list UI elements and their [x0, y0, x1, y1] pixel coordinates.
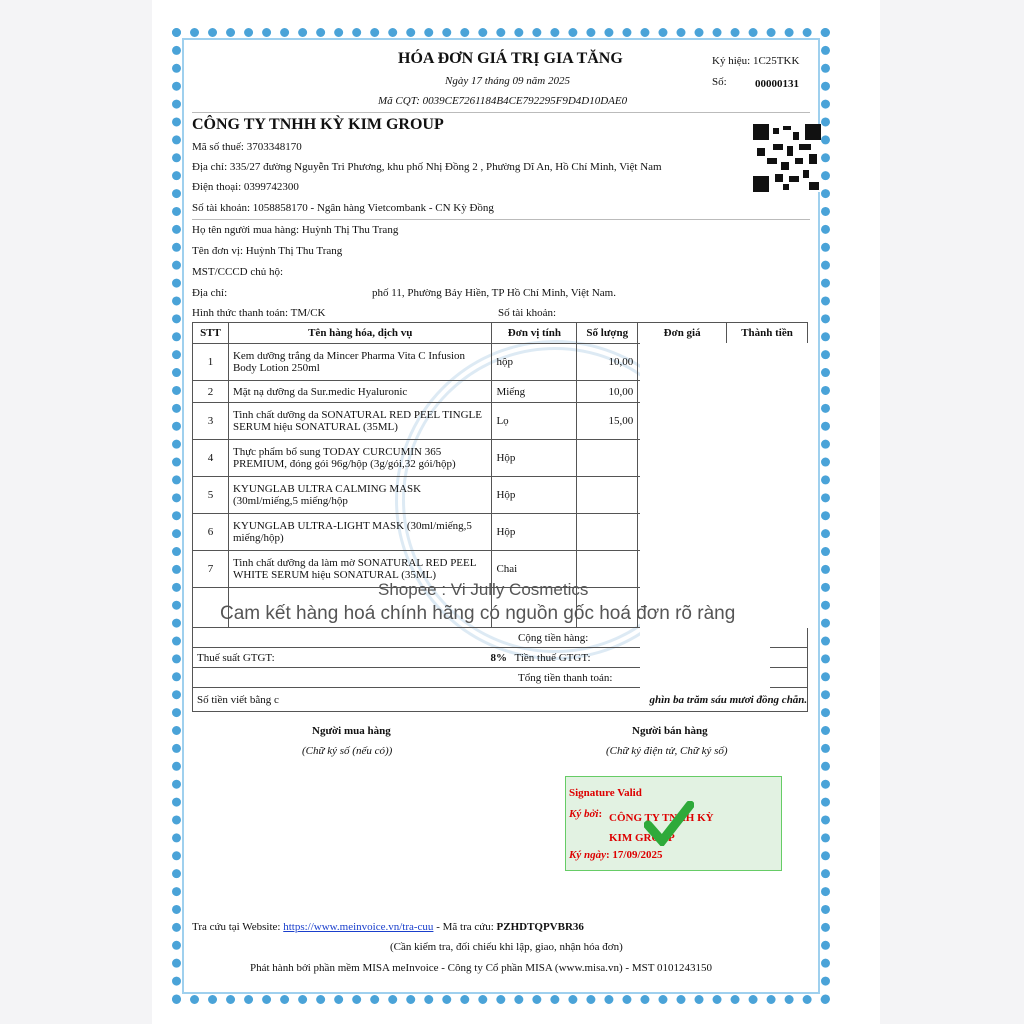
amount-words-label: Số tiền viết bằng c: [197, 693, 279, 706]
invoice-date: Ngày 17 tháng 09 năm 2025: [445, 75, 570, 87]
vat-rate: 8%: [490, 651, 507, 664]
col-unit: Đơn vị tính: [492, 323, 577, 344]
amount-words: ghìn ba trăm sáu mươi đồng chẵn.: [649, 693, 808, 706]
vat-amount-label: Tiền thuế GTGT:: [514, 651, 591, 664]
row-stt: 7: [193, 551, 229, 588]
row-name: Tinh chất dưỡng da SONATURAL RED PEEL TINGLE SERUM hiệu SONATURAL (35ML): [228, 403, 491, 440]
signed-by-label: Ký bởi: [569, 808, 599, 820]
col-amount: Thành tiền: [727, 323, 808, 344]
row-name: Tinh chất dưỡng da làm mờ SONATURAL RED PEEL WHITE SERUM hiệu SONATURAL (35ML): [228, 551, 491, 588]
seller-tax: Mã số thuế: 3703348170: [192, 141, 302, 153]
row-unit: hộp: [492, 344, 577, 381]
signed-date: 17/09/2025: [612, 849, 663, 861]
col-qty: Số lượng: [577, 323, 638, 344]
row-qty: [577, 477, 638, 514]
seller-address: Địa chỉ: 335/27 đường Nguyễn Tri Phương, khu phố Nhị Đồng 2 , Phường Dĩ An, Hồ Chí Minh, Việt Nam: [192, 161, 662, 173]
buyer-sign-note: (Chữ ký số (nếu có)): [302, 745, 393, 757]
buyer-address-label: Địa chỉ:: [192, 287, 228, 299]
row-stt: 2: [193, 381, 229, 403]
row-stt: 3: [193, 403, 229, 440]
signature-valid: Signature Valid: [569, 787, 642, 799]
invoice-title: HÓA ĐƠN GIÁ TRỊ GIA TĂNG: [398, 50, 623, 67]
seller-name: CÔNG TY TNHH KỲ KIM GROUP: [192, 116, 444, 133]
check-note: (Cần kiểm tra, đối chiếu khi lập, giao, nhận hóa đơn): [390, 941, 623, 953]
invoice-number-label: Số:: [712, 76, 727, 88]
cqt-code: Mã CQT: 0039CE7261184B4CE792295F9D4D10DAE0: [378, 95, 628, 107]
row-name: Kem dưỡng trắng da Mincer Pharma Vita C Infusion Body Lotion 250ml: [228, 344, 491, 381]
buyer-tax: MST/CCCD chủ hộ:: [192, 266, 284, 278]
row-qty: [577, 440, 638, 477]
col-price: Đơn giá: [638, 323, 727, 344]
qr-code-icon: [753, 124, 821, 192]
invoice-symbol: Ký hiệu: 1C25TKK: [712, 55, 800, 67]
col-name: Tên hàng hóa, dịch vụ: [228, 323, 491, 344]
watermark-shop: Shopee : Vi Jully Cosmetics: [378, 580, 589, 599]
lookup-line: [192, 921, 584, 933]
row-unit: Hộp: [492, 440, 577, 477]
row-unit: Miếng: [492, 381, 577, 403]
subtotal-label: Cộng tiền hàng:: [193, 628, 808, 648]
digital-signature-box: Signature Valid Ký bởi: CÔNG TY TNHH KỲ KIM GROUP Ký ngày: 17/09/2025: [565, 776, 782, 871]
row-stt: 4: [193, 440, 229, 477]
row-qty: 15,00: [577, 403, 638, 440]
buyer-sign-title: Người mua hàng: [312, 725, 391, 737]
row-qty: [577, 514, 638, 551]
row-name: Mặt nạ dưỡng da Sur.medic Hyaluronic: [228, 381, 491, 403]
row-stt: 1: [193, 344, 229, 381]
row-stt: 5: [193, 477, 229, 514]
row-qty: 10,00: [577, 381, 638, 403]
buyer-account: Số tài khoản:: [498, 307, 557, 319]
col-stt: STT: [193, 323, 229, 344]
redacted-totals: [640, 628, 770, 688]
publisher: Phát hành bởi phần mềm MISA meInvoice - Công ty Cổ phần MISA (www.misa.vn) - MST 0101243150: [250, 962, 712, 974]
seller-phone: Điện thoại: 0399742300: [192, 181, 299, 193]
signed-by: CÔNG TY TNHH KỲ KIM GROUP: [609, 812, 714, 844]
seller-sign-note: (Chữ ký điện tử, Chữ ký số): [606, 745, 728, 757]
buyer-unit: Tên đơn vị: Huỳnh Thị Thu Trang: [192, 245, 343, 257]
watermark-claim: Cam kết hàng hoá chính hãng có nguồn gốc hoá đơn rõ ràng: [220, 603, 736, 624]
row-unit: Hộp: [492, 477, 577, 514]
row-stt: 6: [193, 514, 229, 551]
signed-date-label: Ký ngày: [569, 849, 606, 861]
vat-rate-label: Thuế suất GTGT:: [197, 651, 275, 664]
payment-method: Hình thức thanh toán: TM/CK: [192, 307, 326, 319]
row-name: KYUNGLAB ULTRA-LIGHT MASK (30ml/miếng,5 miếng/hộp): [228, 514, 491, 551]
row-qty: 10,00: [577, 344, 638, 381]
lookup-prefix: Tra cứu tại Website:: [192, 921, 281, 933]
redacted-prices: [640, 343, 810, 628]
invoice-number: 00000131: [755, 78, 799, 90]
lookup-link[interactable]: https://www.meinvoice.vn/tra-cuu: [283, 921, 434, 933]
total-label: Tổng tiền thanh toán:: [193, 668, 808, 688]
buyer-address: phố 11, Phường Bảy Hiền, TP Hồ Chí Minh, Việt Nam.: [372, 287, 616, 299]
code-prefix: - Mã tra cứu:: [436, 921, 494, 933]
checkmark-icon: [644, 801, 694, 846]
row-unit: Lọ: [492, 403, 577, 440]
row-unit: Chai: [492, 551, 577, 588]
buyer-name: Họ tên người mua hàng: Huỳnh Thị Thu Trang: [192, 224, 399, 236]
row-name: Thực phẩm bổ sung TODAY CURCUMIN 365 PREMIUM, đóng gói 96g/hộp (3g/gói,32 gói/hộp): [228, 440, 491, 477]
seller-account: Số tài khoản: 1058858170 - Ngân hàng Vietcombank - CN Kỳ Đồng: [192, 202, 494, 214]
row-name: KYUNGLAB ULTRA CALMING MASK (30ml/miếng,5 miếng/hộp: [228, 477, 491, 514]
seller-sign-title: Người bán hàng: [632, 725, 708, 737]
lookup-code: PZHDTQPVBR36: [496, 921, 584, 933]
row-unit: Hộp: [492, 514, 577, 551]
